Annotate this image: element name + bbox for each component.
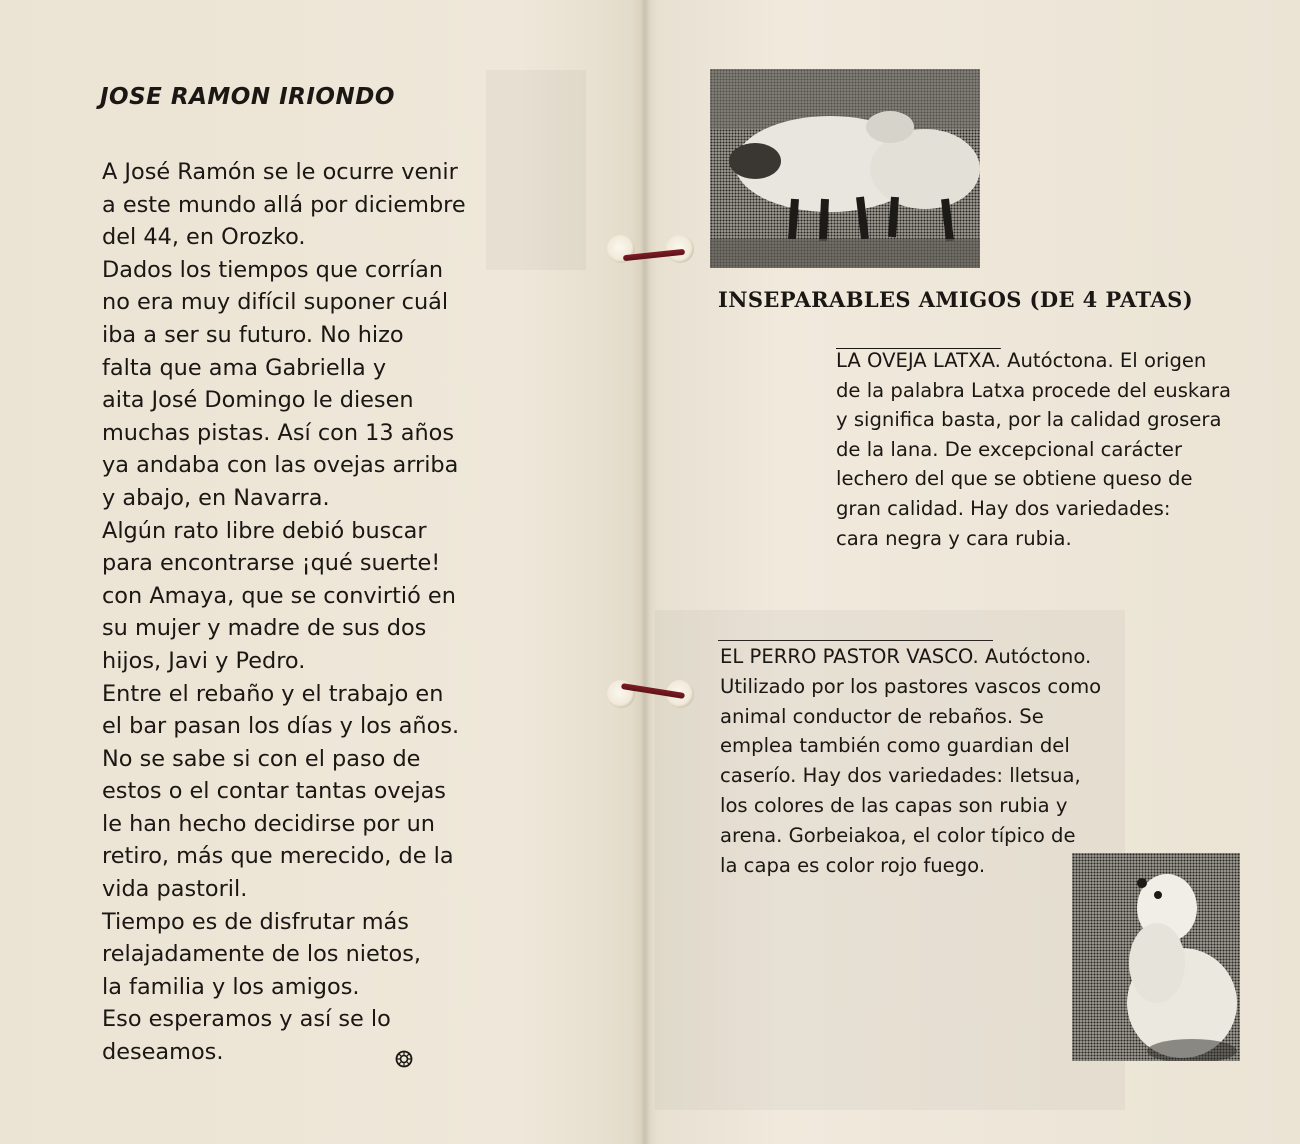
page-title: JOSE RAMON IRIONDO [100, 84, 395, 110]
text-line: el bar pasan los días y los años. [102, 713, 460, 740]
text-line: gran calidad. Hay dos variedades: [836, 496, 1171, 520]
text-line: aita José Domingo le diesen [102, 387, 414, 414]
oveja-latxa-description [836, 346, 1281, 553]
text-line: EL PERRO PASTOR VASCO. Autóctono. [720, 645, 1092, 668]
text-line: caserío. Hay dos variedades: lletsua, [720, 764, 1081, 788]
text-line: A José Ramón se le ocurre venir [102, 159, 458, 185]
text-line: iba a ser su futuro. No hizo [102, 321, 404, 348]
text-line: cara negra y cara rubia. [836, 526, 1072, 550]
text-line: su mujer y madre de sus dos [102, 615, 427, 642]
text-line: Utilizado por los pastores vascos como [720, 674, 1102, 698]
text-line: Entre el rebaño y el trabajo en [102, 680, 444, 707]
text-line: lechero del que se obtiene queso de [836, 467, 1193, 491]
dog-photo [1072, 853, 1240, 1061]
text-line: de la palabra Latxa procede del euskara [836, 378, 1231, 402]
text-line: No se sabe si con el paso de [102, 745, 421, 772]
text-line: la familia y los amigos. [102, 973, 360, 1000]
flower-ornament-icon [394, 1049, 414, 1069]
text-line: y abajo, en Navarra. [102, 484, 330, 511]
page-fold [640, 0, 650, 1144]
text-line: le han hecho decidirse por un [102, 810, 435, 837]
perro-pastor-name: EL PERRO PASTOR VASCO. [720, 645, 979, 668]
text-line: arena. Gorbeiakoa, el color típico de [720, 823, 1076, 847]
text-line: emplea también como guardian del [720, 734, 1070, 758]
text-line: Tiempo es de disfrutar más [102, 908, 409, 935]
text-line: para encontrarse ¡qué suerte! [102, 550, 441, 577]
text-line: LA OVEJA LATXA. Autóctona. El origen [836, 349, 1207, 372]
text-line: y significa basta, por la calidad grosera [836, 408, 1222, 432]
text-line: a este mundo allá por diciembre [102, 191, 466, 218]
text-line: animal conductor de rebaños. Se [720, 704, 1044, 728]
perro-pastor-description [720, 642, 1160, 880]
text-line: de la lana. De excepcional carácter [836, 437, 1183, 461]
text-line: vida pastoril. [102, 876, 248, 903]
text-line: deseamos. [102, 1039, 224, 1066]
text-line: Eso esperamos y así se lo [102, 1006, 391, 1033]
text-line: relajadamente de los nietos, [102, 941, 422, 968]
text-line: los colores de las capas son rubia y [720, 793, 1068, 817]
text-line: falta que ama Gabriella y [102, 354, 387, 381]
section-heading: INSEPARABLES AMIGOS (DE 4 PATAS) [718, 287, 1194, 312]
text-line: estos o el contar tantas ovejas [102, 778, 446, 805]
section-divider [718, 640, 993, 641]
text-line: con Amaya, que se convirtió en [102, 582, 456, 609]
text-line: hijos, Javi y Pedro. [102, 647, 306, 674]
text-line: no era muy difícil suponer cuál [102, 289, 449, 316]
text-line: muchas pistas. Así con 13 años [102, 419, 455, 446]
biography-text [102, 156, 502, 1069]
oveja-latxa-name: LA OVEJA LATXA. [836, 349, 1001, 372]
sheep-photo [710, 69, 980, 268]
text-line: Dados los tiempos que corrían [102, 256, 444, 283]
text-line: del 44, en Orozko. [102, 224, 306, 251]
text-line: ya andaba con las ovejas arriba [102, 452, 459, 479]
text-line: la capa es color rojo fuego. [720, 853, 986, 877]
text-line: retiro, más que merecido, de la [102, 843, 454, 870]
text-line: Algún rato libre debió buscar [102, 517, 427, 544]
